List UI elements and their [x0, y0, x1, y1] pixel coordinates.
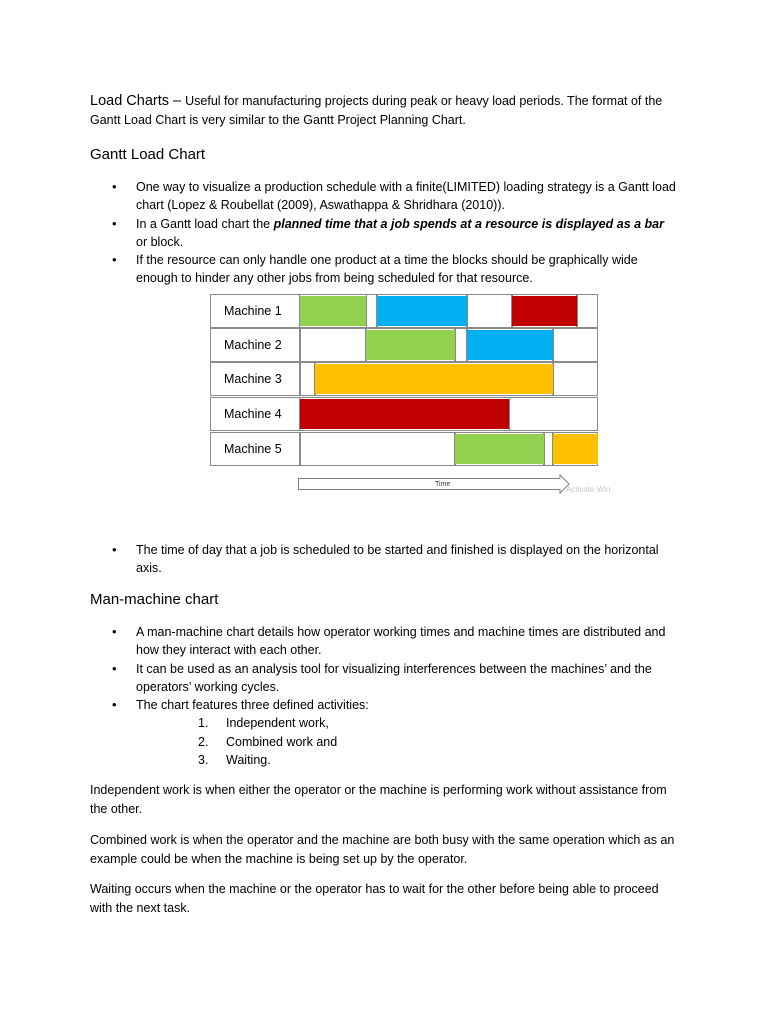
bullet-item: • The time of day that a job is scheduled to be started and finished is displayed on the horizontal axis.: [108, 541, 678, 578]
bullet-item: • It can be used as an analysis tool for visualizing interferences between the machines’ and the operators’ working cycles.: [108, 660, 678, 697]
bullet-item: • A man-machine chart details how operator working times and machine times are distributed and how they interact with each other.: [108, 623, 678, 660]
combined-work-paragraph: Combined work is when the operator and the machine are both busy with the same operation which as an example could be when the machine is being set up by the operator.: [90, 833, 675, 866]
load-charts-title: Load Charts: [90, 93, 169, 109]
bullet-text: In a Gantt load chart the: [136, 216, 274, 231]
man-machine-bullet-list: [108, 623, 678, 769]
gantt-cell: [300, 363, 315, 395]
gantt-cell: [509, 398, 598, 430]
gantt-track: [300, 329, 598, 361]
activity-text: Waiting.: [226, 753, 271, 768]
gantt-block: [467, 330, 553, 360]
machine-label: Machine 5: [211, 433, 300, 465]
activity-text: Combined work and: [226, 734, 338, 749]
gantt-row: [210, 328, 598, 362]
gantt-cell: [553, 363, 598, 395]
bullet-item: [108, 215, 678, 252]
machine-label: Machine 1: [211, 295, 300, 327]
gantt-bullet-list: [108, 178, 678, 288]
bullet-text: or block.: [136, 234, 184, 249]
activity-item: [198, 751, 678, 769]
machine-label: Machine 2: [211, 329, 300, 361]
gantt-track: [300, 295, 598, 327]
gantt-cell: [300, 329, 366, 361]
time-axis-arrow: [298, 474, 570, 494]
gantt-block: [300, 399, 509, 429]
independent-work-paragraph: Independent work is when either the operator or the machine is performing work without assistance from the other.: [90, 783, 667, 816]
gantt-cell: [577, 295, 598, 327]
gantt-load-chart-heading: Gantt Load Chart: [90, 146, 206, 163]
gantt-block: [315, 364, 553, 394]
gantt-row: [210, 397, 598, 431]
gantt-row: [210, 294, 598, 328]
gantt-track: [300, 433, 598, 465]
gantt-block: [366, 330, 455, 360]
bullet-text: The chart features three defined activities:: [136, 698, 369, 713]
gantt-track: [300, 363, 598, 395]
waiting-paragraph: Waiting occurs when the machine or the operator has to wait for the other before being able to proceed with the next task.: [90, 882, 659, 915]
activity-number: 3.: [198, 753, 209, 768]
gantt-block: [300, 296, 366, 326]
activity-item: [198, 714, 678, 732]
time-axis-label: Time: [435, 481, 451, 488]
bullet-item: • One way to visualize a production schedule with a finite(LIMITED) loading strategy is a Gantt load chart (Lopez & Roubellat (2009), Aswathappa & Shridhara (2010)).: [108, 178, 678, 215]
activity-text: Independent work,: [226, 716, 329, 731]
gantt-cell: [544, 433, 553, 465]
gantt-cell: [455, 329, 467, 361]
machine-label: Machine 3: [211, 363, 300, 395]
intro-text: Useful for manufacturing projects during peak or heavy load periods. The format of the Gantt Load Chart is very similar to the Gantt Project Planning Chart.: [90, 94, 663, 127]
dash: –: [169, 93, 186, 109]
watermark-text: Activate Win: [566, 485, 611, 494]
man-machine-chart-heading: Man-machine chart: [90, 591, 219, 608]
gantt-cell: [467, 295, 512, 327]
bullet-item: • If the resource can only handle one product at a time the blocks should be graphically wide enough to hinder any other jobs from being scheduled for that resource.: [108, 251, 678, 288]
activity-number: 1.: [198, 716, 209, 731]
gantt-load-chart: [210, 294, 598, 468]
gantt-block: [553, 434, 598, 464]
gantt-block: [455, 434, 544, 464]
gantt-track: [300, 398, 598, 430]
axis-bullet-list: [108, 541, 678, 578]
intro-paragraph: [90, 92, 690, 130]
activities-list: [198, 714, 678, 769]
gantt-row: [210, 362, 598, 396]
gantt-cell: [300, 433, 455, 465]
gantt-cell: [366, 295, 378, 327]
gantt-block: [377, 296, 466, 326]
activity-number: 2.: [198, 734, 209, 749]
activity-item: [198, 733, 678, 751]
gantt-block: [512, 296, 578, 326]
bullet-emphasis: planned time that a job spends at a resource is displayed as a bar: [273, 216, 664, 231]
machine-label: Machine 4: [211, 398, 300, 430]
gantt-row: [210, 432, 598, 466]
gantt-cell: [553, 329, 598, 361]
bullet-item: [108, 696, 678, 769]
